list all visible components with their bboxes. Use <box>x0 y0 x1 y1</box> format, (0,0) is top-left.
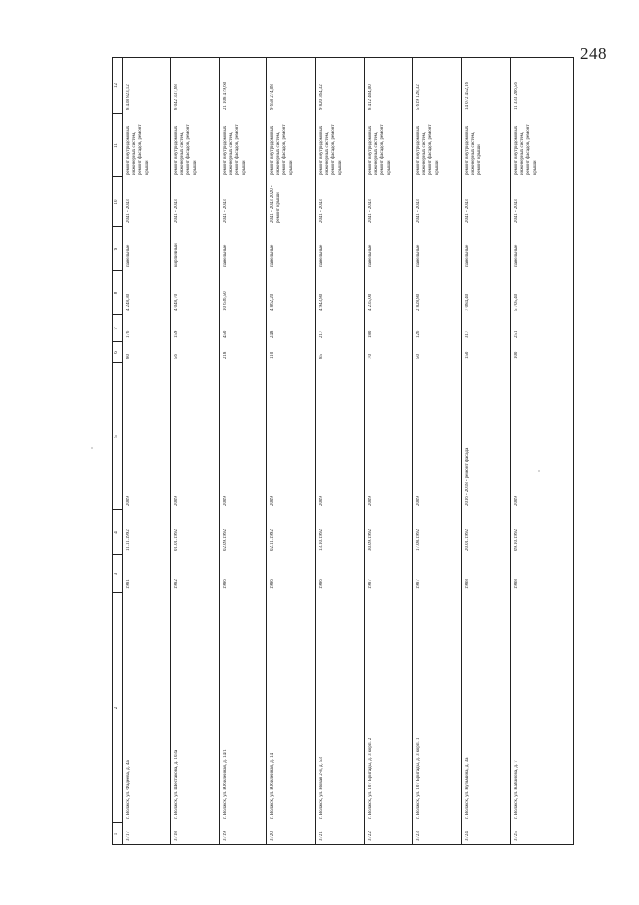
column-header-12: 12 <box>114 83 119 88</box>
cell-works: ремонт внутридомовых инженерных систем, ремонт фасадов, ремонт крыши <box>514 124 538 175</box>
scan-speck <box>538 470 540 472</box>
row-separator <box>219 57 220 845</box>
cell-num: 3719 <box>223 831 228 841</box>
cell-num: 3722 <box>368 831 373 841</box>
cell-col5: 2009 <box>126 496 131 506</box>
cell-date: 13.10.1992 <box>319 528 324 551</box>
page-number: 248 <box>580 44 607 63</box>
cell-date: 17.08.1992 <box>416 528 421 551</box>
housing-repair-table <box>112 57 574 845</box>
cell-works: ремонт внутридомовых инженерных систем, ремонт фасадов, ремонт крыши <box>368 124 392 175</box>
cell-area: 2 828,80 <box>416 293 421 311</box>
cell-year-built: 1988 <box>514 579 519 589</box>
cell-cost: 8 042 337,68 <box>174 84 179 110</box>
column-header-5: 5 <box>114 435 119 438</box>
cell-address: г. Волжск, ул. Кузьмина, д. 3а <box>465 757 470 819</box>
cell-period: 2041 - 2043 2020 - ремонт крыши <box>270 185 282 223</box>
header-bottom-line <box>122 57 123 845</box>
cell-col7: 217 <box>319 330 324 338</box>
cell-year-built: 1987 <box>368 579 373 589</box>
cell-period: 2041 - 2043 <box>223 199 228 223</box>
cell-area: 7 084,40 <box>465 293 470 311</box>
column-header-6: 6 <box>114 351 119 354</box>
cell-col6: 110 <box>270 351 275 359</box>
cell-area: 4 862,20 <box>270 293 275 311</box>
row-separator <box>364 57 365 845</box>
cell-address: г. Волжск, ул. 107 Бригады, д. 3 корп. 2 <box>368 737 373 819</box>
cell-works: ремонт внутридомовых инженерных систем, ремонт фасадов, ремонт крыши <box>126 124 150 175</box>
cell-col7: 251 <box>514 330 519 338</box>
cell-date: 09.10.1992 <box>514 528 519 551</box>
cell-col5: 2009 <box>319 496 324 506</box>
cell-period: 2041 - 2043 <box>465 199 470 223</box>
cell-period: 2041 - 2043 <box>416 199 421 223</box>
cell-area: 4 943,80 <box>319 293 324 311</box>
cell-col7: 450 <box>223 330 228 338</box>
cell-col6: 80 <box>126 354 131 359</box>
cell-cost: 8 438 823,12 <box>126 84 131 110</box>
row-separator <box>170 57 171 845</box>
cell-area: 4 048,70 <box>174 293 179 311</box>
cell-works: ремонт внутридомовых инженерных систем, ремонт фасадов, ремонт крыши <box>270 124 294 175</box>
cell-walls: панельные <box>368 244 373 267</box>
cell-address: г. Волжск, ул. Новая 2-я, д. 53 <box>319 757 324 819</box>
column-header-10: 10 <box>114 199 119 205</box>
cell-walls: панельные <box>465 244 470 267</box>
cell-num: 3718 <box>174 831 179 841</box>
cell-col5: 2009 <box>270 496 275 506</box>
cell-cost: 21 108 479,60 <box>223 81 228 110</box>
cell-col7: 126 <box>416 330 421 338</box>
cell-walls: панельные <box>270 244 275 267</box>
cell-col6: 50 <box>416 354 421 359</box>
cell-col7: 317 <box>465 330 470 338</box>
cell-col7: 180 <box>368 330 373 338</box>
cell-walls: панельные <box>319 244 324 267</box>
cell-address: г. Волжск, ул. Юбилейная, д. 14 <box>270 752 275 819</box>
cell-walls: панельные <box>223 244 228 267</box>
cell-period: 2041 - 2043 <box>319 199 324 223</box>
cell-num: 3725 <box>514 831 519 841</box>
cell-address: г. Волжск, ул. Кабанова, д. 7 <box>514 760 519 819</box>
cell-works: ремонт внутридомовых инженерных систем, ремонт фасадов, ремонт крыши <box>319 124 343 175</box>
cell-walls: панельные <box>416 244 421 267</box>
row-separator <box>510 57 511 845</box>
cell-address: г. Волжск, ул. Юбилейная, д. 14/1 <box>223 749 228 819</box>
cell-year-built: 1986 <box>223 579 228 589</box>
column-header-7: 7 <box>114 327 119 330</box>
cell-col7: 159 <box>174 330 179 338</box>
cell-walls: панельные <box>514 244 519 267</box>
cell-period: 2041 - 2043 <box>174 199 179 223</box>
cell-walls: кирпичный <box>174 243 179 267</box>
row-separator <box>412 57 413 845</box>
cell-cost: 14 072 452,16 <box>465 81 470 110</box>
cell-period: 2041 - 2043 <box>368 199 373 223</box>
cell-period: 2041 - 2043 <box>514 199 519 223</box>
cell-cost: 5 619 128,32 <box>416 84 421 110</box>
cell-area: 10 636,50 <box>223 291 228 311</box>
cell-col5: 2009 <box>368 496 373 506</box>
cell-year-built: 1986 <box>270 579 275 589</box>
cell-address: г. Волжск, ул. Шестакова, д. 103а <box>174 749 179 819</box>
cell-date: 20.01.1992 <box>465 528 470 551</box>
cell-year-built: 1987 <box>416 579 421 589</box>
cell-works: ремонт внутридомовых инженерных систем, ремонт фасадов, ремонт крыши <box>223 124 247 175</box>
cell-date: 11.11.1992 <box>126 529 131 551</box>
cell-year-built: 1988 <box>465 579 470 589</box>
column-header-2: 2 <box>114 706 119 710</box>
cell-date: 30.09.1992 <box>368 528 373 551</box>
cell-year-built: 1981 <box>126 579 131 589</box>
cell-cost: 9 658 274,08 <box>270 84 275 110</box>
cell-num: 3724 <box>465 831 470 841</box>
cell-col6: 150 <box>465 351 470 359</box>
row-separator <box>266 57 267 845</box>
cell-year-built: 1986 <box>319 579 324 589</box>
row-separator <box>461 57 462 845</box>
cell-cost: 8 412 404,00 <box>368 84 373 110</box>
cell-date: 01.01.1992 <box>174 528 179 551</box>
column-header-4: 4 <box>114 531 119 534</box>
cell-col7: 248 <box>270 330 275 338</box>
cell-col5: 2009 <box>223 496 228 506</box>
column-header-1: 1 <box>114 832 119 836</box>
cell-area: 5 705,40 <box>514 293 519 311</box>
cell-col5: 2009 <box>416 496 421 506</box>
column-header-11: 11 <box>114 143 119 148</box>
cell-num: 3723 <box>416 831 421 841</box>
cell-col5: 2009 <box>174 496 179 506</box>
cell-date: 02.09.1992 <box>223 528 228 551</box>
column-header-9: 9 <box>114 247 119 251</box>
cell-num: 3721 <box>319 831 324 841</box>
cell-year-built: 1982 <box>174 579 179 589</box>
cell-col6: 85 <box>319 354 324 359</box>
row-separator <box>315 57 316 845</box>
cell-works: ремонт внутридомовых инженерных систем, ремонт фасадов, ремонт крыши <box>416 124 440 175</box>
cell-cost: 9 820 364,32 <box>319 84 324 110</box>
cell-col6: 56 <box>174 354 179 359</box>
cell-date: 02.11.1992 <box>270 529 275 551</box>
cell-area: 4 248,30 <box>126 293 131 311</box>
column-header-3: 3 <box>114 572 119 576</box>
cell-num: 3720 <box>270 831 275 841</box>
cell-col5: 2016 - 2018 - ремонт фасада <box>465 447 470 506</box>
cell-cost: 11 333 206,56 <box>514 82 519 110</box>
column-header-8: 8 <box>114 291 119 295</box>
cell-period: 2041 - 2043 <box>126 199 131 223</box>
cell-col6: 70 <box>368 354 373 359</box>
cell-walls: панельные <box>126 244 131 267</box>
cell-col6: 100 <box>514 351 519 359</box>
cell-works: ремонт внутридомовых инженерных систем, ремонт фасадов, ремонт крыши <box>174 124 198 175</box>
cell-col7: 176 <box>126 330 131 338</box>
cell-col5: 2009 <box>514 496 519 506</box>
cell-works: ремонт внутридомовых инженерных систем, ремонт крыши <box>465 125 483 175</box>
cell-col6: 218 <box>223 351 228 359</box>
cell-address: г. Волжск, ул. 107 Бригады, д. 3 корп. 1 <box>416 737 421 819</box>
scan-speck <box>91 447 93 449</box>
cell-num: 3717 <box>126 831 131 841</box>
cell-address: г. Волжск, ул. Фадеева, д. 4а <box>126 760 131 819</box>
cell-area: 4 235,00 <box>368 293 373 311</box>
